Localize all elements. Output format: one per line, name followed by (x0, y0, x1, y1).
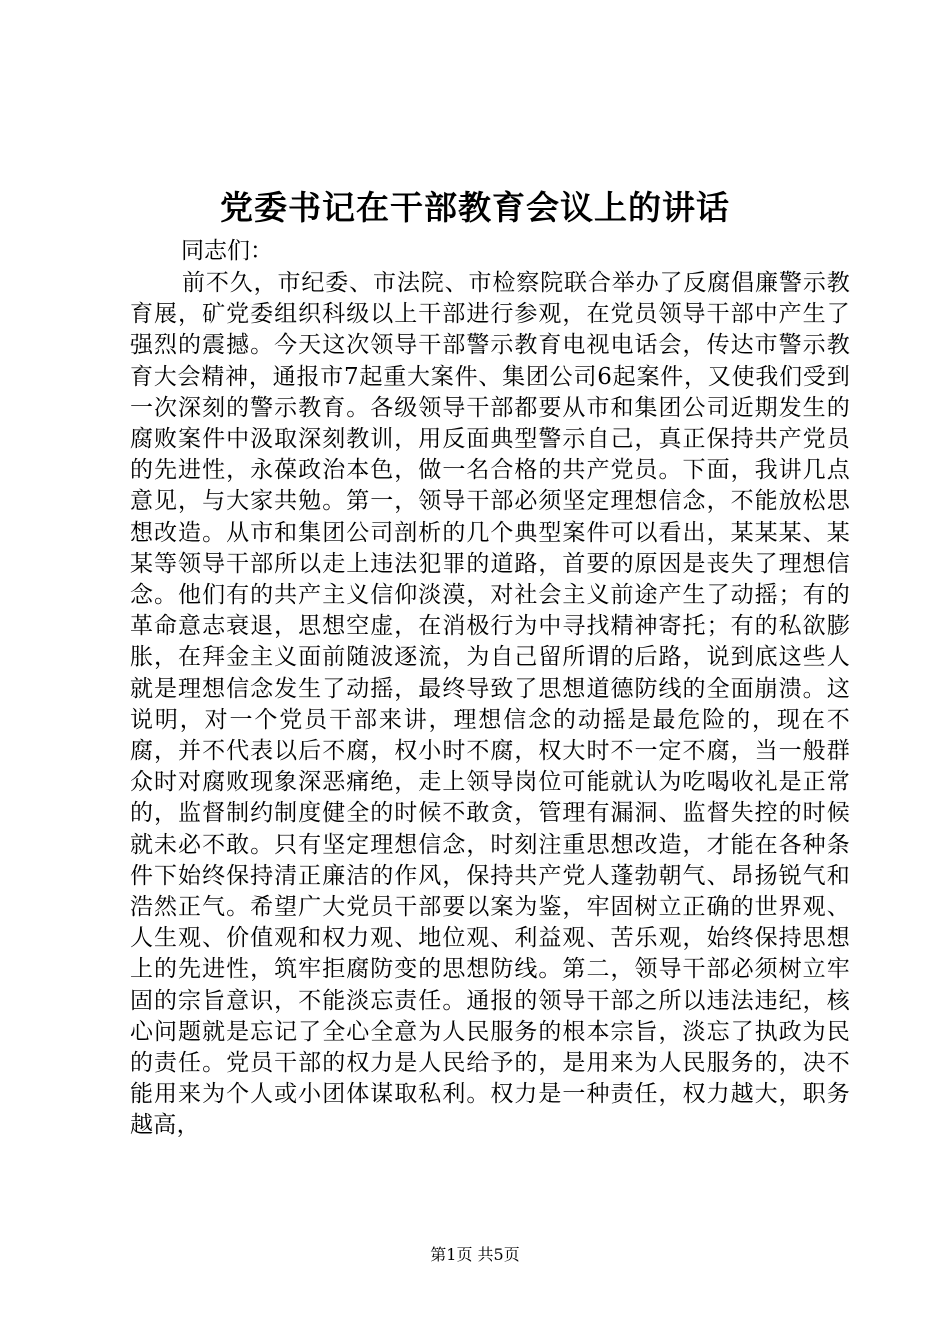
body-paragraph: 前不久，市纪委、市法院、市检察院联合举办了反腐倡廉警示教育展，矿党委组织科级以上干部进行参观，在党员领导干部中产生了强烈的震撼。今天这次领导干部警示教育电视电话会，传达市警示教育大会精神，通报市7起重大案件、集团公司6起案件，又使我们受到一次深刻的警示教育。各级领导干部都要从市和集团公司近期发生的腐败案件中汲取深刻教训，用反面典型警示自己，真正保持共产党员的先进性，永葆政治本色，做一名合格的共产党员。下面，我讲几点意见，与大家共勉。第一，领导干部必须坚定理想信念，不能放松思想改造。从市和集团公司剖析的几个典型案件可以看出，某某某、某某等领导干部所以走上违法犯罪的道路，首要的原因是丧失了理想信念。他们有的共产主义信仰淡漠，对社会主义前途产生了动摇；有的革命意志衰退，思想空虚，在消极行为中寻找精神寄托；有的私欲膨胀，在拜金主义面前随波逐流，为自己留所谓的后路，说到底这些人就是理想信念发生了动摇，最终导致了思想道德防线的全面崩溃。这说明，对一个党员干部来讲，理想信念的动摇是最危险的，现在不腐，并不代表以后不腐，权小时不腐，权大时不一定不腐，当一般群众时对腐败现象深恶痛绝，走上领导岗位可能就认为吃喝收礼是正常的，监督制约制度健全的时候不敢贪，管理有漏洞、监督失控的时候就未必不敢。只有坚定理想信念，时刻注重思想改造，才能在各种条件下始终保持清正廉洁的作风，保持共产党人蓬勃朝气、昂扬锐气和浩然正气。希望广大党员干部要以案为鉴，牢固树立正确的世界观、人生观、价值观和权力观、地位观、利益观、苦乐观，始终保持思想上的先进性，筑牢拒腐防变的思想防线。第二，领导干部必须树立牢固的宗旨意识，不能淡忘责任。通报的领导干部之所以违法违纪，核心问题就是忘记了全心全意为人民服务的根本宗旨，淡忘了执政为民的责任。党员干部的权力是人民给予的，是用来为人民服务的，决不能用来为个人或小团体谋取私利。权力是一种责任，权力越大，职务越高， (130, 270, 850, 1139)
page-footer: 第1页 共5页 (430, 1245, 520, 1264)
greeting-line: 同志们： (181, 238, 273, 264)
document-title: 党委书记在干部教育会议上的讲话 (220, 188, 730, 227)
